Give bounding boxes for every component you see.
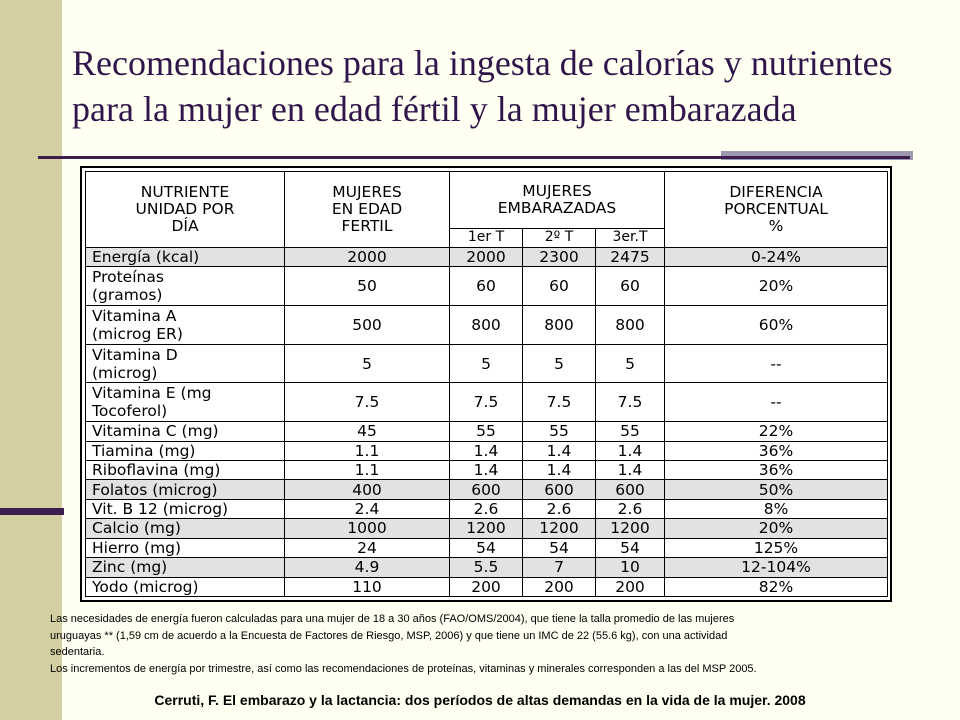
- difference-cell: 8%: [665, 499, 888, 518]
- difference-cell: 82%: [665, 577, 888, 597]
- difference-cell: 0-24%: [665, 247, 888, 266]
- table-row: [86, 577, 888, 597]
- t1-value-cell: 2000: [450, 247, 523, 266]
- table-row: [86, 344, 888, 383]
- t3-value-cell: 600: [596, 480, 665, 499]
- title-rule: [38, 156, 910, 159]
- table-row: [86, 558, 888, 577]
- fertile-value-cell: 1000: [285, 519, 450, 538]
- fertile-value-cell: 2.4: [285, 499, 450, 518]
- footnote-line-1: Las necesidades de energía fueron calculadas para una mujer de 18 a 30 años (FAO/OMS/2004), que tiene la talla promedio de las mujeres: [50, 613, 735, 625]
- t1-value-cell: 5: [450, 344, 523, 383]
- footnote-line-2: uruguayas ** (1,59 cm de acuerdo a la Encuesta de Factores de Riesgo, MSP, 2006) y que tiene un IMC de 22 (55.6 kg), con una actividad: [50, 629, 728, 642]
- table-row: [86, 305, 888, 344]
- fertile-value-cell: 2000: [285, 247, 450, 266]
- t2-value-cell: 1.4: [523, 441, 596, 460]
- table-row: [86, 247, 888, 266]
- t1-value-cell: 7.5: [450, 383, 523, 422]
- difference-cell: 50%: [665, 480, 888, 499]
- table-row: [86, 519, 888, 538]
- nutrient-cell: Vitamina C (mg): [86, 422, 285, 441]
- t1-value-cell: 2.6: [450, 499, 523, 518]
- t3-value-cell: 1.4: [596, 441, 665, 460]
- fertile-value-cell: 1.1: [285, 441, 450, 460]
- left-accent-bar: [0, 508, 64, 515]
- table-row: [86, 461, 888, 480]
- nutrient-cell: Vitamina E (mg Tocoferol): [86, 383, 285, 422]
- t2-value-cell: 54: [523, 538, 596, 557]
- header-difference: DIFERENCIA PORCENTUAL %: [665, 172, 888, 248]
- t3-value-cell: 800: [596, 305, 665, 344]
- table-body: [86, 247, 888, 596]
- t2-value-cell: 200: [523, 577, 596, 597]
- citation: Cerruti, F. El embarazo y la lactancia: dos períodos de altas demandas en la vida de la mujer. 2008: [154, 692, 806, 708]
- header-t2: 2º T: [523, 229, 596, 247]
- nutrient-cell: Zinc (mg): [86, 558, 285, 577]
- nutrient-cell: Proteínas (gramos): [86, 267, 285, 306]
- table-row: [86, 499, 888, 518]
- t2-value-cell: 800: [523, 305, 596, 344]
- table-row: [86, 480, 888, 499]
- t2-value-cell: 600: [523, 480, 596, 499]
- header-nutrient: NUTRIENTE UNIDAD POR DÍA: [86, 172, 285, 248]
- t3-value-cell: 55: [596, 422, 665, 441]
- t3-value-cell: 1.4: [596, 461, 665, 480]
- t1-value-cell: 5.5: [450, 558, 523, 577]
- t3-value-cell: 2.6: [596, 499, 665, 518]
- footnote-line-3: sedentaria.: [50, 646, 105, 658]
- footnote-line-4: Los incrementos de energía por trimestre, así como las recomendaciones de proteínas, vitaminas y minerales corresponden a las del MSP 2005.: [50, 662, 757, 675]
- nutrient-cell: Vitamina D (microg): [86, 344, 285, 383]
- header-t1: 1er T: [450, 229, 523, 247]
- t3-value-cell: 7.5: [596, 383, 665, 422]
- difference-cell: --: [665, 344, 888, 383]
- t2-value-cell: 5: [523, 344, 596, 383]
- difference-cell: 125%: [665, 538, 888, 557]
- t3-value-cell: 60: [596, 267, 665, 306]
- title-line-1: Recomendaciones para la ingesta de calorías y nutrientes: [72, 43, 893, 83]
- t1-value-cell: 1.4: [450, 441, 523, 460]
- t2-value-cell: 7.5: [523, 383, 596, 422]
- header-row: [86, 172, 888, 229]
- title-line-2: para la mujer en edad fértil y la mujer embarazada: [72, 89, 797, 129]
- nutrient-cell: Vit. B 12 (microg): [86, 499, 285, 518]
- t2-value-cell: 2300: [523, 247, 596, 266]
- header-fertile: MUJERES EN EDAD FERTIL: [285, 172, 450, 248]
- nutrient-cell: Energía (kcal): [86, 247, 285, 266]
- nutrient-cell: Vitamina A (microg ER): [86, 305, 285, 344]
- difference-cell: 20%: [665, 267, 888, 306]
- t1-value-cell: 200: [450, 577, 523, 597]
- t2-value-cell: 60: [523, 267, 596, 306]
- nutrient-cell: Yodo (microg): [86, 577, 285, 597]
- t2-value-cell: 7: [523, 558, 596, 577]
- t1-value-cell: 1.4: [450, 461, 523, 480]
- nutrient-cell: Folatos (microg): [86, 480, 285, 499]
- fertile-value-cell: 400: [285, 480, 450, 499]
- fertile-value-cell: 7.5: [285, 383, 450, 422]
- nutrient-cell: Hierro (mg): [86, 538, 285, 557]
- fertile-value-cell: 110: [285, 577, 450, 597]
- t1-value-cell: 54: [450, 538, 523, 557]
- difference-cell: 12-104%: [665, 558, 888, 577]
- footnote: [50, 611, 930, 677]
- nutrient-table: [85, 171, 888, 597]
- fertile-value-cell: 500: [285, 305, 450, 344]
- header-pregnant: MUJERES EMBARAZADAS: [450, 172, 665, 229]
- difference-cell: 22%: [665, 422, 888, 441]
- difference-cell: 36%: [665, 461, 888, 480]
- table-row: [86, 441, 888, 460]
- t3-value-cell: 1200: [596, 519, 665, 538]
- nutrient-cell: Tiamina (mg): [86, 441, 285, 460]
- fertile-value-cell: 1.1: [285, 461, 450, 480]
- t3-value-cell: 10: [596, 558, 665, 577]
- slide-title: [72, 40, 960, 132]
- t1-value-cell: 55: [450, 422, 523, 441]
- t2-value-cell: 1200: [523, 519, 596, 538]
- table-row: [86, 422, 888, 441]
- t1-value-cell: 60: [450, 267, 523, 306]
- fertile-value-cell: 24: [285, 538, 450, 557]
- t3-value-cell: 200: [596, 577, 665, 597]
- nutrient-cell: Calcio (mg): [86, 519, 285, 538]
- t3-value-cell: 2475: [596, 247, 665, 266]
- t1-value-cell: 600: [450, 480, 523, 499]
- fertile-value-cell: 4.9: [285, 558, 450, 577]
- fertile-value-cell: 5: [285, 344, 450, 383]
- nutrient-cell: Riboflavina (mg): [86, 461, 285, 480]
- difference-cell: 36%: [665, 441, 888, 460]
- fertile-value-cell: 45: [285, 422, 450, 441]
- t3-value-cell: 5: [596, 344, 665, 383]
- t2-value-cell: 1.4: [523, 461, 596, 480]
- t3-value-cell: 54: [596, 538, 665, 557]
- t1-value-cell: 1200: [450, 519, 523, 538]
- header-t3: 3er.T: [596, 229, 665, 247]
- difference-cell: 20%: [665, 519, 888, 538]
- t2-value-cell: 55: [523, 422, 596, 441]
- table-row: [86, 538, 888, 557]
- table-row: [86, 383, 888, 422]
- t2-value-cell: 2.6: [523, 499, 596, 518]
- difference-cell: --: [665, 383, 888, 422]
- fertile-value-cell: 50: [285, 267, 450, 306]
- difference-cell: 60%: [665, 305, 888, 344]
- t1-value-cell: 800: [450, 305, 523, 344]
- table-row: [86, 267, 888, 306]
